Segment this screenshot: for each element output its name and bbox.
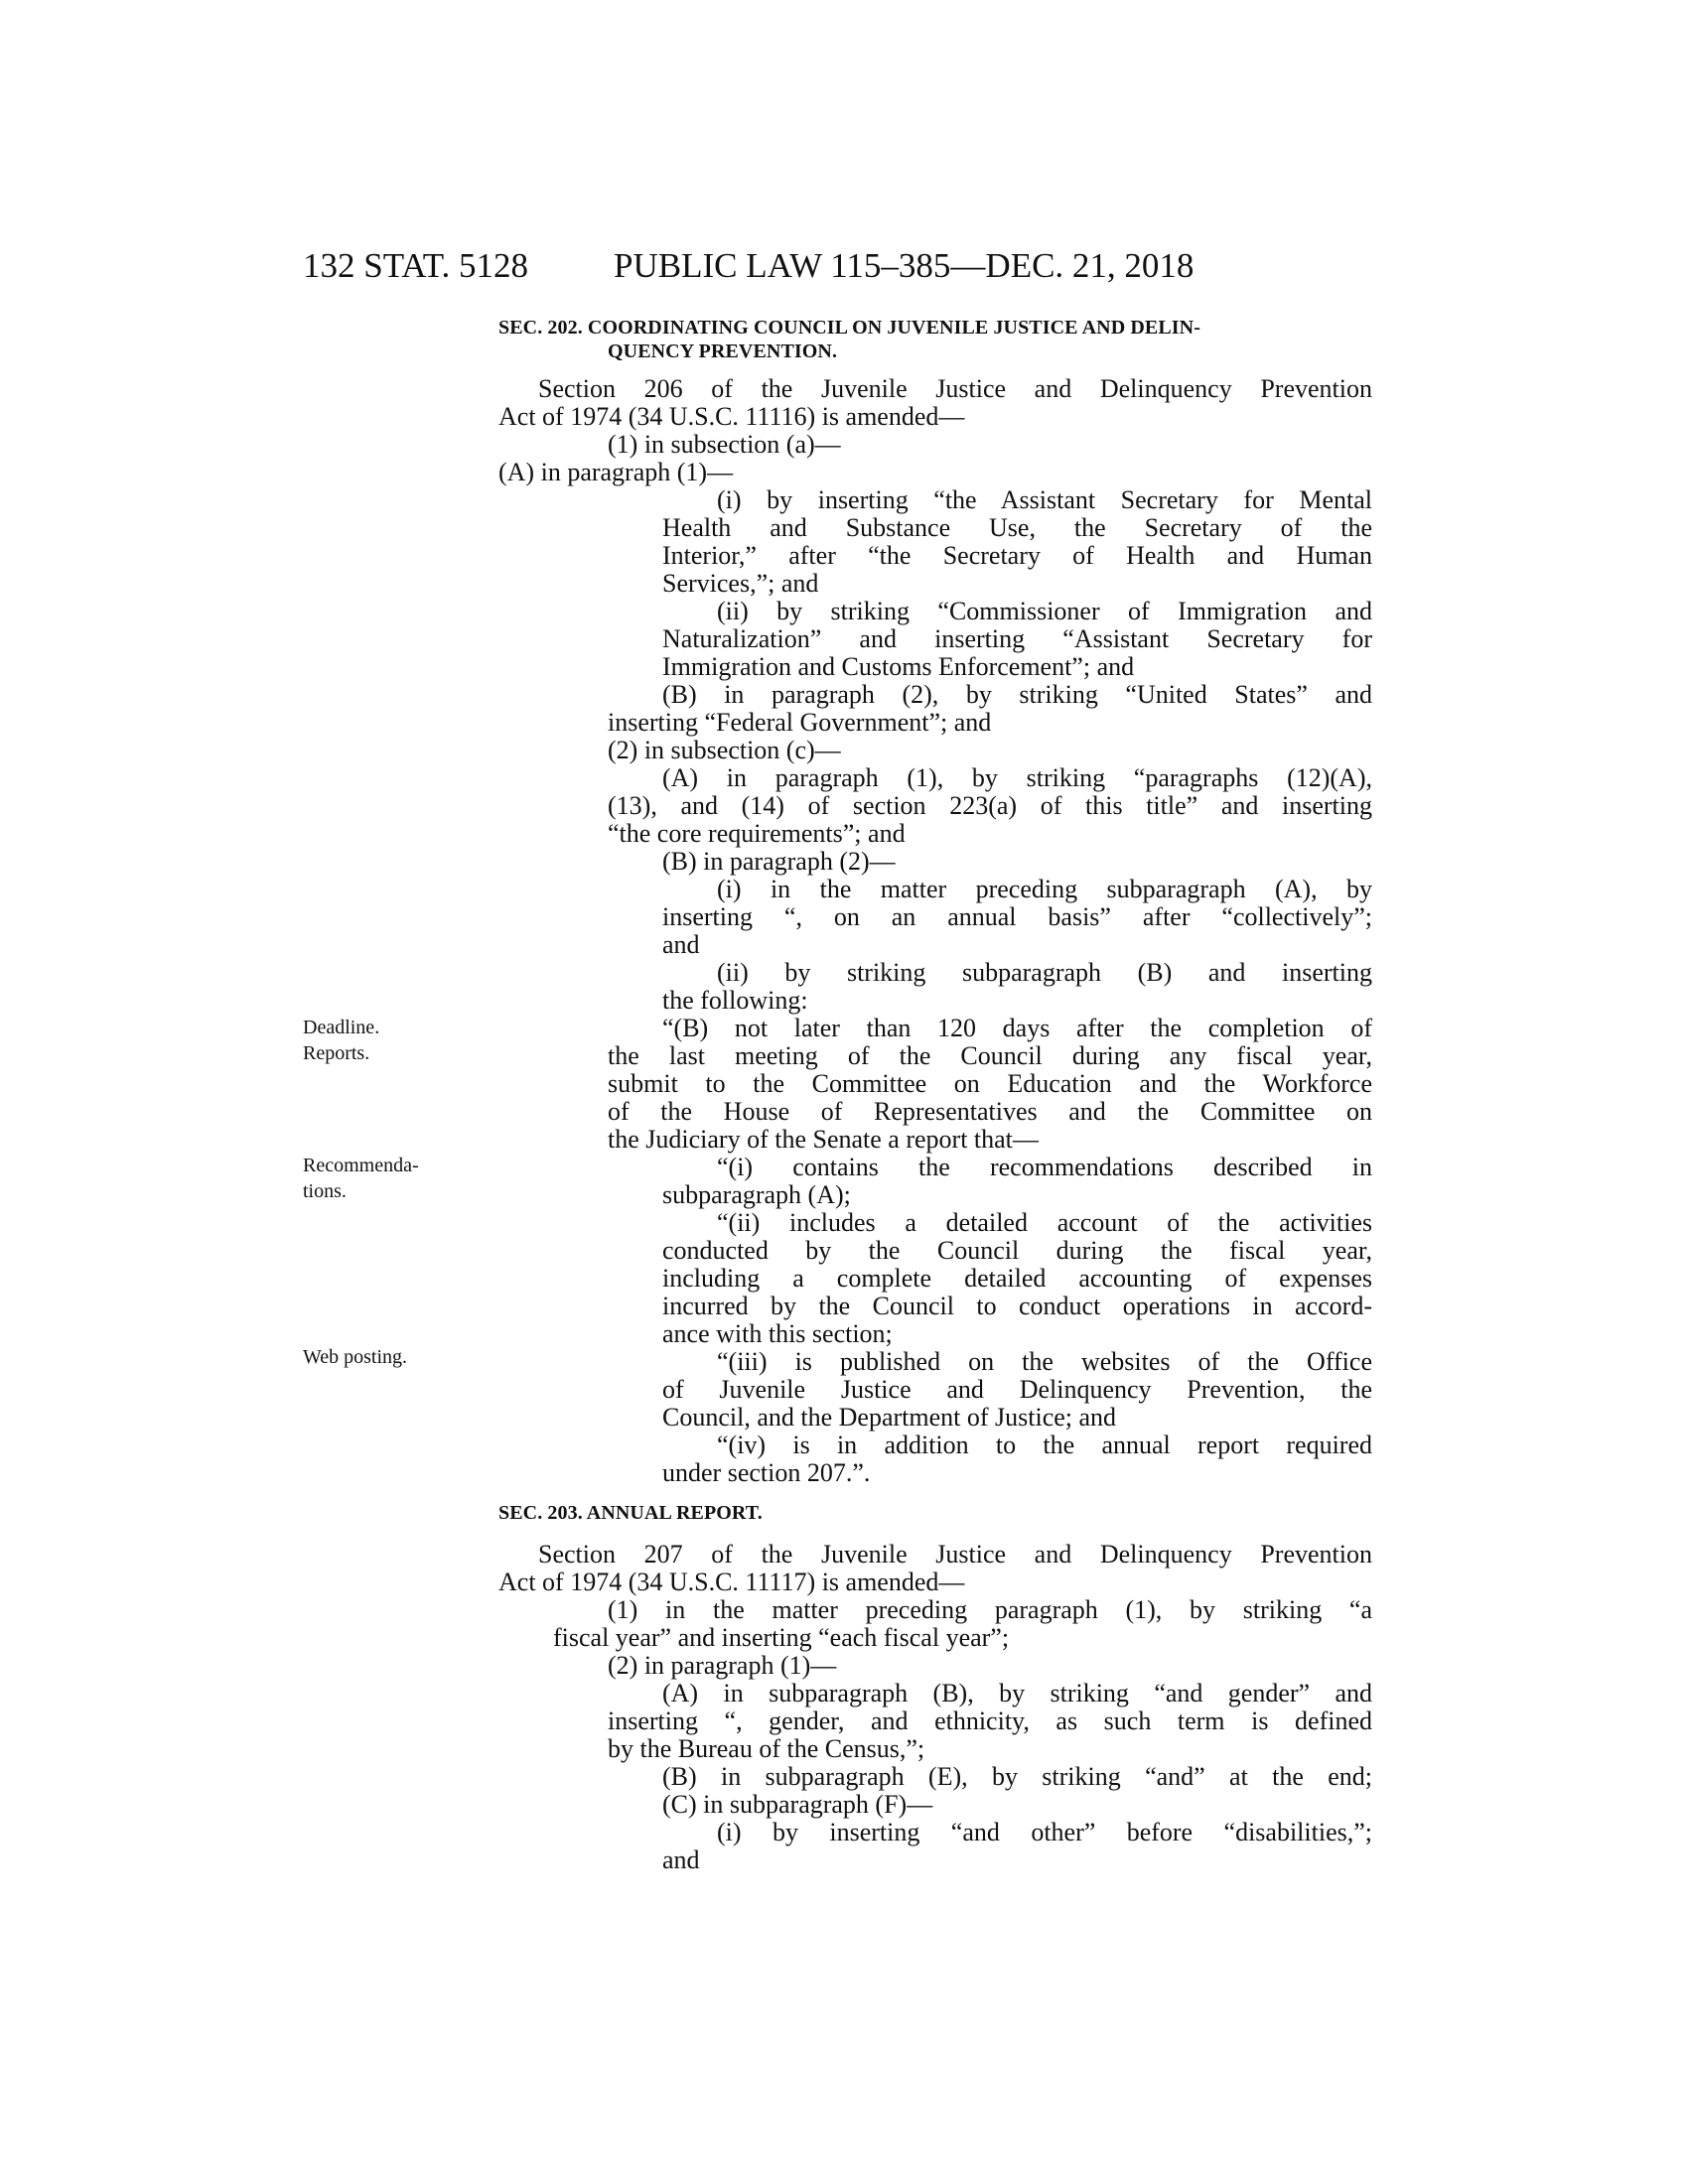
text-line: the Judiciary of the Senate a report that— <box>608 1125 1039 1154</box>
sec203-paragraph-1 <box>553 1596 1372 1652</box>
quoted-clause-i <box>662 1154 1372 1209</box>
margin-note-deadline <box>303 1015 379 1066</box>
text-line: (1) in subsection (a)— <box>608 430 841 459</box>
margin-note-web-posting: Web posting. <box>303 1346 408 1368</box>
paragraph-2 <box>608 737 1372 764</box>
text-line: “(iv) is in addition to the annual report required <box>717 1431 1372 1459</box>
paragraph-2-A <box>608 764 1372 848</box>
text-line: (B) in paragraph (2), by striking “United States” and <box>662 680 1372 709</box>
text-line: Interior,” after “the Secretary of Health and Human <box>662 541 1372 570</box>
clause-2-B-ii <box>662 959 1372 1015</box>
text-line: Section 207 of the Juvenile Justice and Delinquency Prevention <box>538 1540 1372 1569</box>
clause-2-B-i <box>662 876 1372 959</box>
page-law-header: PUBLIC LAW 115–385—DEC. 21, 2018 <box>614 246 1195 285</box>
section-heading-line: QUENCY PREVENTION. <box>608 341 838 362</box>
text-line: (C) in subparagraph (F)— <box>662 1790 933 1819</box>
clause-1-A-i <box>662 486 1372 598</box>
text-line: (ii) by striking “Commissioner of Immigration and <box>717 597 1372 625</box>
text-line: of Juvenile Justice and Delinquency Prevention, the <box>662 1375 1372 1404</box>
quoted-clause-iv <box>662 1432 1372 1487</box>
text-line: Naturalization” and inserting “Assistant Secretary for <box>662 624 1372 653</box>
sec203-paragraph-2 <box>608 1652 1372 1680</box>
text-line: (13), and (14) of section 223(a) of this title” and inserting <box>608 791 1372 820</box>
text-line: under section 207.”. <box>662 1458 871 1487</box>
page-stat-citation: 132 STAT. 5128 <box>303 246 528 285</box>
text-line: Section 206 of the Juvenile Justice and Delinquency Prevention <box>538 374 1372 403</box>
text-line: including a complete detailed accounting of expenses <box>662 1264 1372 1293</box>
text-line: “(ii) includes a detailed account of the activities <box>717 1208 1372 1237</box>
text-line: (i) by inserting “and other” before “disabilities,”; <box>717 1818 1372 1846</box>
text-line: the last meeting of the Council during any fiscal year, <box>608 1041 1372 1070</box>
text-line: (A) in paragraph (1)— <box>498 458 734 486</box>
text-line: the following: <box>662 986 808 1015</box>
text-line: (2) in paragraph (1)— <box>608 1651 837 1680</box>
text-line: subparagraph (A); <box>662 1180 851 1209</box>
margin-note-recommendations-line2: tions. <box>303 1180 347 1202</box>
text-line: (2) in subsection (c)— <box>608 736 841 764</box>
text-line: “(B) not later than 120 days after the completion of <box>662 1014 1372 1042</box>
text-line: by the Bureau of the Census,”; <box>608 1734 925 1763</box>
text-line: Immigration and Customs Enforcement”; and <box>662 652 1135 681</box>
text-line: inserting “Federal Government”; and <box>608 708 992 737</box>
text-line: (B) in paragraph (2)— <box>662 847 896 876</box>
text-line: “(iii) is published on the websites of the Office <box>717 1347 1372 1376</box>
text-line: (A) in subparagraph (B), by striking “and gender” and <box>662 1679 1372 1707</box>
text-line: of the House of Representatives and the Committee on <box>608 1097 1372 1126</box>
text-line: ance with this section; <box>662 1319 893 1348</box>
sec203-paragraph-2-A <box>608 1680 1372 1763</box>
text-line: fiscal year” and inserting “each fiscal year”; <box>553 1623 1010 1652</box>
margin-note-recommendations <box>303 1153 419 1204</box>
margin-note-reports-text: Reports. <box>303 1042 370 1064</box>
paragraph-1-A <box>498 459 1372 486</box>
text-line: (i) by inserting “the Assistant Secretary for Mental <box>717 485 1372 514</box>
text-line: (B) in subparagraph (E), by striking “and” at the end; <box>662 1762 1372 1791</box>
text-line: “the core requirements”; and <box>608 819 906 848</box>
text-line: (ii) by striking subparagraph (B) and inserting <box>717 958 1372 987</box>
sec203-paragraph-2-B <box>662 1763 1372 1791</box>
sec203-paragraph-2-C <box>662 1791 1372 1819</box>
text-line: Services,”; and <box>662 569 819 598</box>
section-203-intro <box>498 1541 1372 1596</box>
quoted-subparagraph-B <box>608 1015 1372 1154</box>
text-line: Act of 1974 (34 U.S.C. 11116) is amended— <box>498 402 965 431</box>
paragraph-1 <box>608 431 1372 459</box>
quoted-clause-ii <box>662 1209 1372 1348</box>
text-line: Act of 1974 (34 U.S.C. 11117) is amended— <box>498 1568 965 1596</box>
section-heading-line: SEC. 202. COORDINATING COUNCIL ON JUVENILE JUSTICE AND DELIN- <box>498 317 1200 339</box>
text-line: inserting “, gender, and ethnicity, as such term is defined <box>608 1706 1372 1735</box>
section-heading-line: SEC. 203. ANNUAL REPORT. <box>498 1502 763 1524</box>
clause-1-A-ii <box>662 598 1372 681</box>
sec203-clause-2-C-i <box>662 1819 1372 1874</box>
paragraph-2-B <box>662 848 1372 876</box>
text-line: and <box>662 930 700 959</box>
text-line: and <box>662 1845 700 1874</box>
section-203-heading <box>498 1501 1372 1525</box>
text-line: “(i) contains the recommendations described in <box>717 1153 1372 1181</box>
text-line: (A) in paragraph (1), by striking “paragraphs (12)(A), <box>662 763 1372 792</box>
text-line: inserting “, on an annual basis” after “collectively”; <box>662 902 1372 931</box>
margin-note-recommendations-line1: Recommenda- <box>303 1155 419 1176</box>
text-line: incurred by the Council to conduct operations in accord- <box>662 1292 1372 1320</box>
text-line: (i) in the matter preceding subparagraph (A), by <box>717 875 1372 903</box>
quoted-clause-iii <box>662 1348 1372 1432</box>
section-202-heading <box>498 316 1372 363</box>
section-202-intro <box>498 375 1372 431</box>
text-line: conducted by the Council during the fiscal year, <box>662 1236 1372 1265</box>
text-line: Health and Substance Use, the Secretary of the <box>662 513 1372 542</box>
text-line: submit to the Committee on Education and the Workforce <box>608 1069 1372 1098</box>
section-202 <box>498 316 1372 1487</box>
text-line: Council, and the Department of Justice; and <box>662 1403 1117 1432</box>
text-line: (1) in the matter preceding paragraph (1), by striking “a <box>608 1595 1372 1624</box>
margin-note-deadline-text: Deadline. <box>303 1017 380 1038</box>
paragraph-1-B <box>608 681 1372 737</box>
section-203 <box>498 1501 1372 1874</box>
